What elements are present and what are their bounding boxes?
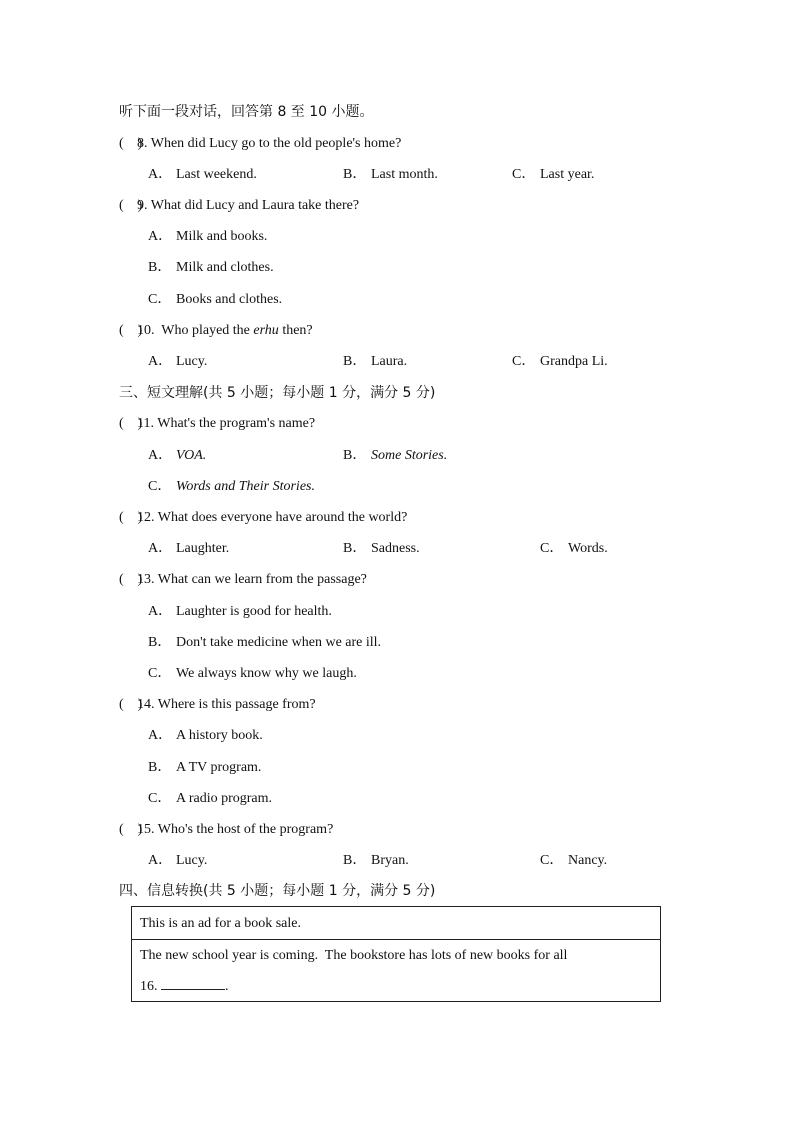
answer-paren[interactable]: ( ) xyxy=(119,198,143,213)
question-14: ( )14. Where is this passage from? xyxy=(119,695,316,715)
q13-option-b: B． Don't take medicine when we are ill. xyxy=(148,635,382,650)
answer-blank-16[interactable] xyxy=(161,977,225,990)
q14-option-b: B． A TV program. xyxy=(148,760,262,775)
answer-paren[interactable]: ( ) xyxy=(119,416,143,431)
q9-option-a: A． Milk and books. xyxy=(148,229,268,244)
q9-option-b: B． Milk and clothes. xyxy=(148,260,274,275)
info-table-row-1 xyxy=(132,907,660,940)
listening-intro: 听下面一段对话，回答第 8 至 10 小题。 xyxy=(119,104,374,120)
q10-option-c: C． Grandpa Li. xyxy=(512,354,608,369)
question-11: ( )11. What's the program's name? xyxy=(119,414,315,434)
info-table xyxy=(131,906,661,1002)
answer-paren[interactable]: ( ) xyxy=(119,697,143,712)
section-4-title: 四、信息转换(共 5 小题；每小题 1 分，满分 5 分) xyxy=(119,883,436,899)
question-15: ( )15. Who's the host of the program? xyxy=(119,820,333,840)
question-10: ( )10. Who played the erhu then? xyxy=(119,321,313,341)
q15-option-a: A． Lucy. xyxy=(148,853,208,868)
q11-option-a: A． VOA. xyxy=(148,448,207,463)
question-8 xyxy=(119,134,401,154)
erhu-term: erhu xyxy=(253,323,279,338)
answer-paren[interactable]: ( ) xyxy=(119,572,143,587)
question-13: ( )13. What can we learn from the passage? xyxy=(119,570,367,590)
ad-body-line-1: The new school year is coming. The bookstore has lots of new books for all xyxy=(140,948,568,963)
q12-option-b: B． Sadness. xyxy=(343,541,420,556)
section-3-title: 三、短文理解(共 5 小题；每小题 1 分，满分 5 分) xyxy=(119,385,436,401)
q10-option-a: A． Lucy. xyxy=(148,354,208,369)
question-12: ( )12. What does everyone have around the world? xyxy=(119,508,407,528)
ad-intro-text: This is an ad for a book sale. xyxy=(140,916,301,931)
q14-option-a: A． A history book. xyxy=(148,728,263,743)
answer-paren[interactable]: ( ) xyxy=(119,136,143,151)
q8-option-b: B． Last month. xyxy=(343,167,438,182)
question-9-stem: 9. What did Lucy and Laura take there? xyxy=(137,198,360,213)
q9-option-c: C． Books and clothes. xyxy=(148,292,283,307)
q14-option-c: C． A radio program. xyxy=(148,791,273,806)
question-9 xyxy=(119,196,359,216)
question-8-stem: 8. When did Lucy go to the old people's home? xyxy=(137,136,402,151)
q8-option-a: A． Last weekend. xyxy=(148,167,257,182)
q12-option-c: C． Words. xyxy=(540,541,608,556)
q11-option-b: B． Some Stories. xyxy=(343,448,448,463)
q12-option-a: A． Laughter. xyxy=(148,541,230,556)
q10-option-b: B． Laura. xyxy=(343,354,408,369)
q13-option-c: C． We always know why we laugh. xyxy=(148,666,357,681)
answer-paren[interactable]: ( ) xyxy=(119,510,143,525)
q15-option-c: C． Nancy. xyxy=(540,853,608,868)
ad-body-line-2: 16. . xyxy=(140,979,229,994)
q15-option-b: B． Bryan. xyxy=(343,853,409,868)
q8-option-c: C． Last year. xyxy=(512,167,595,182)
q13-option-a: A． Laughter is good for health. xyxy=(148,604,332,619)
answer-paren[interactable]: ( ) xyxy=(119,323,143,338)
answer-paren[interactable]: ( ) xyxy=(119,822,143,837)
q11-option-c: C． Words and Their Stories. xyxy=(148,479,315,494)
